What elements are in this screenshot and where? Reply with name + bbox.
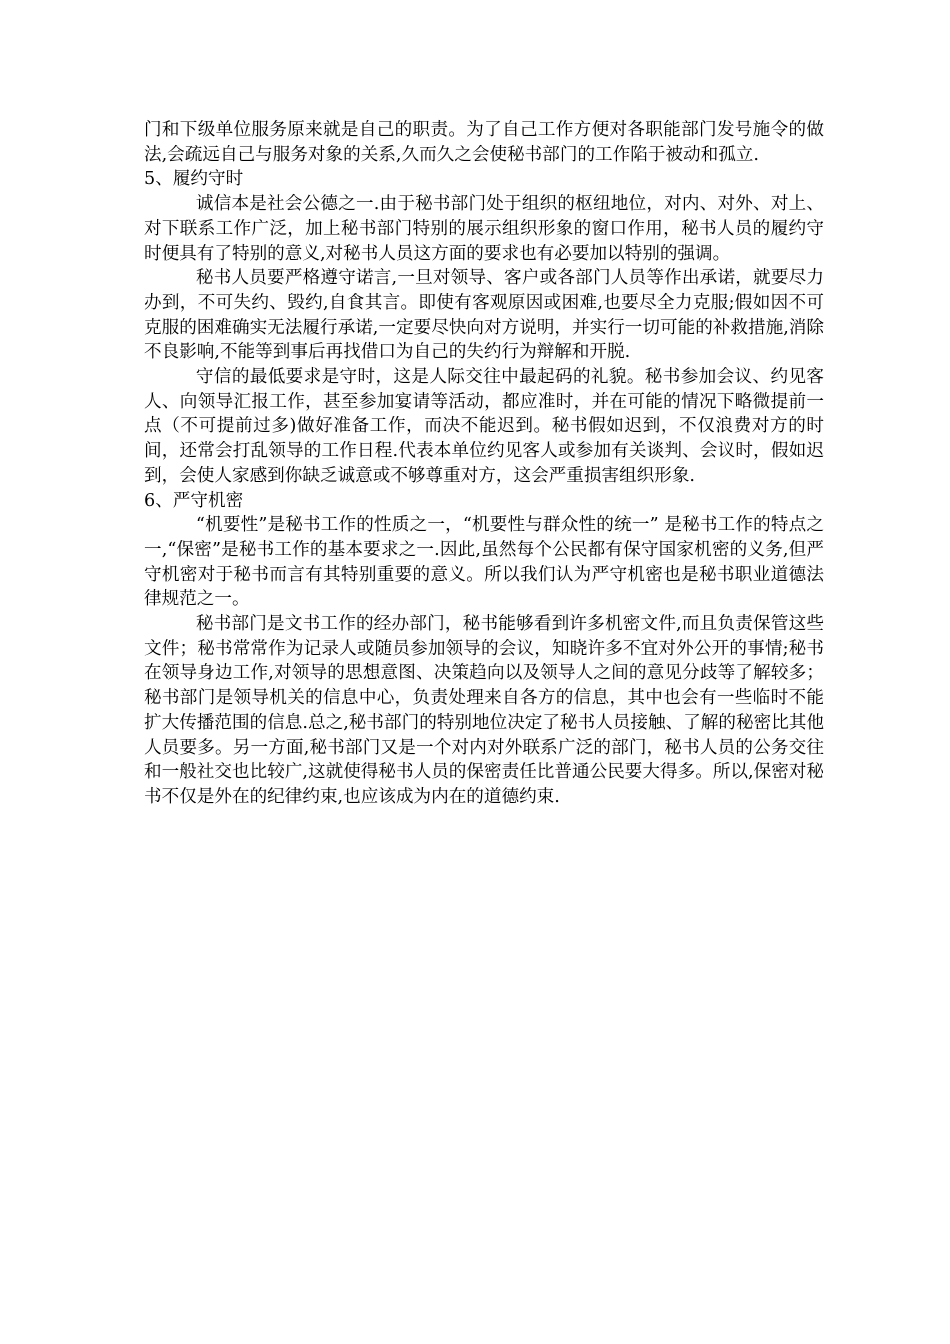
paragraph-integrity: 诚信本是社会公德之一.由于秘书部门处于组织的枢纽地位，对内、对外、对上、对下联系工作广泛，加上秘书部门特别的展示组织形象的窗口作用，秘书人员的履约守时便具有了特别的意义,对秘书人员这方面的要求也有必要加以特别的强调。	[144, 194, 824, 264]
paragraph-continuation: 门和下级单位服务原来就是自己的职责。为了自己工作方便对各职能部门发号施令的做法,会疏远自己与服务对象的关系,久而久之会使秘书部门的工作陷于被动和孤立.	[144, 120, 824, 165]
section-heading-5: 5、履约守时	[144, 169, 244, 190]
paragraph-keep-promises: 秘书人员要严格遵守诺言,一旦对领导、客户或各部门人员等作出承诺，就要尽力办到，不可失约、毁约,自食其言。即使有客观原因或困难,也要尽全力克服;假如因不可克服的困难确实无法履行承诺,一定要尽快向对方说明，并实行一切可能的补救措施,消除不良影响,不能等到事后再找借口为自己的失约行为辩解和开脱.	[144, 268, 824, 363]
paragraph-confidentiality-nature: “机要性”是秘书工作的性质之一，“机要性与群众性的统一” 是秘书工作的特点之一,“保密”是秘书工作的基本要求之一.因此,虽然每个公民都有保守国家机密的义务,但严守机密对于秘书而言有其特别重要的意义。所以我们认为严守机密也是秘书职业道德法律规范之一。	[144, 515, 824, 610]
paragraph-punctuality: 守信的最低要求是守时，这是人际交往中最起码的礼貌。秘书参加会议、约见客人、向领导汇报工作，甚至参加宴请等活动，都应准时，并在可能的情况下略微提前一点（不可提前过多)做好准备工作，而决不能迟到。秘书假如迟到，不仅浪费对方的时间，还常会打乱领导的工作日程.代表本单位约见客人或参加有关谈判、会议时，假如迟到，会使人家感到你缺乏诚意或不够尊重对方，这会严重损害组织形象.	[144, 367, 824, 486]
section-heading-6: 6、严守机密	[144, 490, 244, 511]
document-page	[144, 118, 824, 810]
paragraph-confidentiality-duty: 秘书部门是文书工作的经办部门，秘书能够看到许多机密文件,而且负责保管这些文件；秘书常常作为记录人或随员参加领导的会议，知晓许多不宜对外公开的事情;秘书在领导身边工作,对领导的思想意图、决策趋向以及领导人之间的意见分歧等了解较多；秘书部门是领导机关的信息中心，负责处理来自各方的信息，其中也会有一些临时不能扩大传播范围的信息.总之,秘书部门的特别地位决定了秘书人员接触、了解的秘密比其他人员要多。另一方面,秘书部门又是一个对内对外联系广泛的部门，秘书人员的公务交往和一般社交也比较广,这就使得秘书人员的保密责任比普通公民要大得多。所以,保密对秘书不仅是外在的纪律约束,也应该成为内在的道德约束.	[144, 614, 824, 807]
